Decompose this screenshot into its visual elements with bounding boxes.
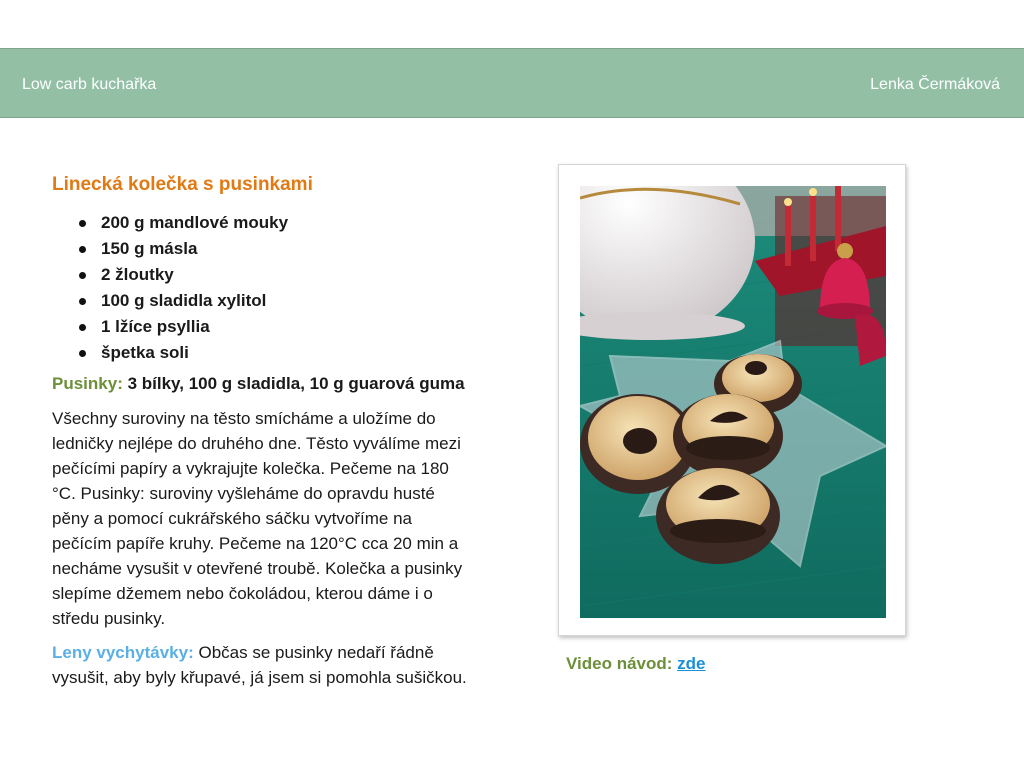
method-line: ledničky nejlépe do druhého dne. Těsto vyválíme mezi [52, 434, 461, 453]
method-line: středu pusinky. [52, 609, 166, 628]
method-text [52, 406, 512, 631]
tips-line: vysušit, aby byly křupavé, já jsem si pomohla sušičkou. [52, 668, 467, 687]
tips-label: Leny vychytávky: [52, 643, 194, 662]
meringue-ingredients [52, 374, 465, 394]
ingredient-item: 1 lžíce psyllia [52, 314, 288, 340]
video-link[interactable]: zde [677, 654, 706, 673]
ingredient-list [52, 210, 288, 366]
meringue-text: 3 bílky, 100 g sladidla, 10 g guarová guma [127, 374, 465, 393]
video-guide [566, 654, 706, 674]
tips-text: Občas se pusinky nedaří řádně [198, 643, 434, 662]
method-line: Všechny suroviny na těsto smícháme a uložíme do [52, 409, 436, 428]
meringue-label: Pusinky: [52, 374, 123, 393]
ingredient-item: špetka soli [52, 340, 288, 366]
ingredient-item: 100 g sladidla xylitol [52, 288, 288, 314]
recipe-photo [580, 186, 886, 618]
method-line: °C. Pusinky: suroviny vyšleháme do opravdu husté [52, 484, 435, 503]
ingredient-item: 200 g mandlové mouky [52, 210, 288, 236]
recipe-title: Linecká kolečka s pusinkami [52, 174, 313, 195]
tips-paragraph [52, 640, 522, 690]
method-line: pečícím papíře kruhy. Pečeme na 120°C cca 20 min a [52, 534, 459, 553]
tips-line [52, 640, 522, 665]
method-line: pěny a pomocí cukrářského sáčku vytvoříme na [52, 509, 412, 528]
method-line: pečícími papíry a vykrajujte kolečka. Pečeme na 180 [52, 459, 449, 478]
header-bar [0, 48, 1024, 118]
recipe-photo-frame [558, 164, 906, 636]
ingredient-item: 2 žloutky [52, 262, 288, 288]
author-name: Lenka Čermáková [870, 76, 1000, 93]
cookbook-title: Low carb kuchařka [22, 76, 157, 93]
ingredient-item: 150 g másla [52, 236, 288, 262]
method-line: slepíme džemem nebo čokoládou, kterou dáme i o [52, 584, 433, 603]
method-line: necháme vysušit v otevřené troubě. Kolečka a pusinky [52, 559, 463, 578]
video-label: Video návod: [566, 654, 673, 673]
